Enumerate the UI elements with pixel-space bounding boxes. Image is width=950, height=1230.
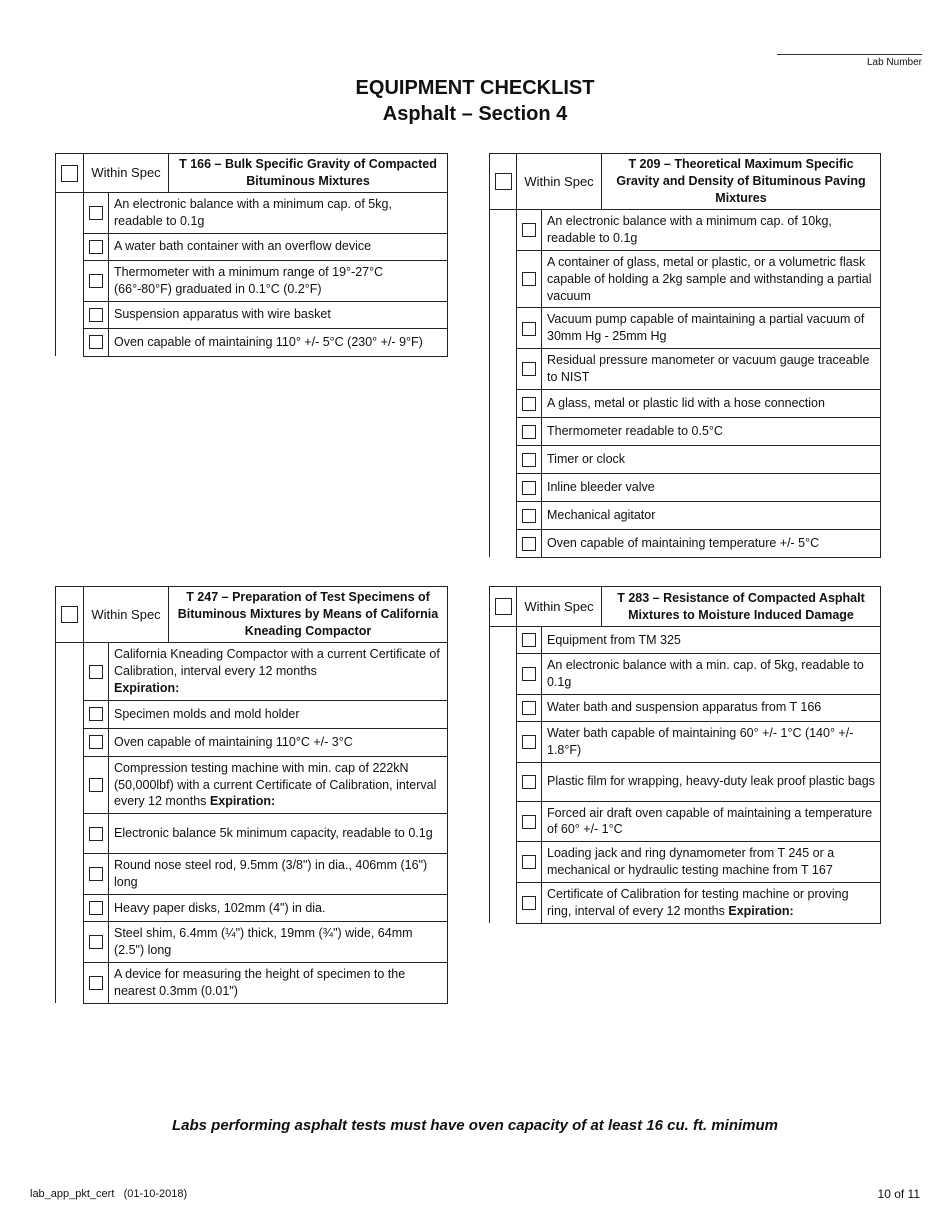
checklist-item: Heavy paper disks, 102mm (4") in dia. [109,895,448,922]
checklist-item: Plastic film for wrapping, heavy-duty leak proof plastic bags [542,762,881,801]
item-checkbox[interactable] [522,425,536,439]
checklist-item: Inline bleeder valve [542,473,881,501]
checklist-item: Residual pressure manometer or vacuum gauge traceable to NIST [542,349,881,390]
checklist-item: An electronic balance with a min. cap. of 5kg, readable to 0.1g [542,654,881,695]
page-title: EQUIPMENT CHECKLIST [355,77,595,99]
section-checkbox[interactable] [495,598,512,615]
item-checkbox[interactable] [522,453,536,467]
within-spec-label: Within Spec [517,587,602,627]
checklist-item: Vacuum pump capable of maintaining a partial vacuum of 30mm Hg - 25mm Hg [542,308,881,349]
section-title: T 166 – Bulk Specific Gravity of Compacted Bituminous Mixtures [169,154,448,193]
form-id: lab_app_pkt_cert (01-10-2018) [30,1188,188,1200]
within-spec-label: Within Spec [517,154,602,210]
page-subtitle: Asphalt – Section 4 [382,103,568,125]
item-checkbox[interactable] [89,707,103,721]
section-checkbox[interactable] [61,165,78,182]
item-checkbox[interactable] [522,896,536,910]
item-checkbox[interactable] [89,308,103,322]
oven-capacity-notice: Labs performing asphalt tests must have oven capacity of at least 16 cu. ft. minimum [172,1117,778,1134]
checklist-t283 [489,586,881,924]
checklist-item: Equipment from TM 325 [542,627,881,654]
checklist-item: Oven capable of maintaining 110°C +/- 3°C [109,728,448,756]
page-number: 10 of 11 [877,1187,920,1201]
checklist-item: A device for measuring the height of specimen to the nearest 0.3mm (0.01") [109,962,448,1003]
section-title: T 247 – Preparation of Test Specimens of Bituminous Mixtures by Means of California Kneading Compactor [169,587,448,643]
item-checkbox[interactable] [522,397,536,411]
item-checkbox[interactable] [522,855,536,869]
item-checkbox[interactable] [89,240,103,254]
checklist-item: Thermometer readable to 0.5°C [542,417,881,445]
expiration-label: Expiration: [209,794,276,809]
checklist-item: Thermometer with a minimum range of 19°-27°C (66°-80°F) graduated in 0.1°C (0.2°F) [109,260,448,301]
checklist-item: California Kneading Compactor with a current Certificate of Calibration, interval every 12 months [114,647,440,678]
checklist-item: Round nose steel rod, 9.5mm (3/8") in dia., 406mm (16") long [109,854,448,895]
section-title: T 283 – Resistance of Compacted Asphalt Mixtures to Moisture Induced Damage [602,587,881,627]
checklist-t209 [489,153,881,558]
lab-number-line[interactable] [777,54,922,55]
item-checkbox[interactable] [522,735,536,749]
item-checkbox[interactable] [522,667,536,681]
lab-number-label: Lab Number [866,57,922,68]
item-checkbox[interactable] [522,481,536,495]
item-checkbox[interactable] [89,976,103,990]
item-checkbox[interactable] [522,509,536,523]
item-checkbox[interactable] [89,827,103,841]
checklist-item: Loading jack and ring dynamometer from T 245 or a mechanical or hydraulic testing machine from T 167 [542,842,881,883]
expiration-label: Expiration: [114,680,180,695]
item-checkbox[interactable] [522,272,536,286]
item-checkbox[interactable] [89,665,103,679]
checklist-item: Forced air draft oven capable of maintaining a temperature of 60° +/- 1°C [542,801,881,842]
item-checkbox[interactable] [522,775,536,789]
item-checkbox[interactable] [522,537,536,551]
expiration-label: Expiration: [728,903,794,918]
item-checkbox[interactable] [522,815,536,829]
checklist-item: Water bath capable of maintaining 60° +/- 1°C (140° +/- 1.8°F) [542,721,881,762]
checklist-item: An electronic balance with a minimum cap. of 10kg, readable to 0.1g [542,210,881,251]
checklist-item: A glass, metal or plastic lid with a hose connection [542,389,881,417]
item-checkbox[interactable] [89,206,103,220]
section-checkbox[interactable] [61,606,78,623]
checklist-item: Certificate of Calibration for testing machine or proving ring, interval of every 12 months [547,887,849,918]
item-checkbox[interactable] [89,867,103,881]
item-checkbox[interactable] [89,335,103,349]
checklist-item: An electronic balance with a minimum cap. of 5kg, readable to 0.1g [109,193,448,234]
within-spec-label: Within Spec [84,154,169,193]
checklist-item: Steel shim, 6.4mm (¼") thick, 19mm (¾") wide, 64mm (2.5") long [109,922,448,963]
section-checkbox[interactable] [495,173,512,190]
checklist-item: A water bath container with an overflow device [109,233,448,260]
checklist-t247 [55,586,448,1004]
within-spec-label: Within Spec [84,587,169,643]
item-checkbox[interactable] [89,274,103,288]
checklist-item: Suspension apparatus with wire basket [109,301,448,328]
item-checkbox[interactable] [522,701,536,715]
item-checkbox[interactable] [522,362,536,376]
item-checkbox[interactable] [522,633,536,647]
item-checkbox[interactable] [89,901,103,915]
item-checkbox[interactable] [522,223,536,237]
checklist-item: Timer or clock [542,445,881,473]
item-checkbox[interactable] [89,935,103,949]
item-checkbox[interactable] [89,735,103,749]
checklist-item: Mechanical agitator [542,501,881,529]
checklist-item: Electronic balance 5k minimum capacity, readable to 0.1g [109,814,448,854]
checklist-item: Specimen molds and mold holder [109,700,448,728]
section-title: T 209 – Theoretical Maximum Specific Gravity and Density of Bituminous Paving Mixtures [602,154,881,210]
item-checkbox[interactable] [522,322,536,336]
checklist-t166 [55,153,448,357]
checklist-item: Oven capable of maintaining temperature +/- 5°C [542,529,881,557]
checklist-item: A container of glass, metal or plastic, or a volumetric flask capable of holding a 2kg sample and withstanding a partial vacuum [542,250,881,308]
checklist-item: Compression testing machine with min. cap of 222kN (50,000lbf) with a current Certificate of Calibration, interval every 12 months [114,760,437,809]
checklist-item: Water bath and suspension apparatus from T 166 [542,694,881,721]
item-checkbox[interactable] [89,778,103,792]
checklist-item: Oven capable of maintaining 110° +/- 5°C (230° +/- 9°F) [109,328,448,356]
